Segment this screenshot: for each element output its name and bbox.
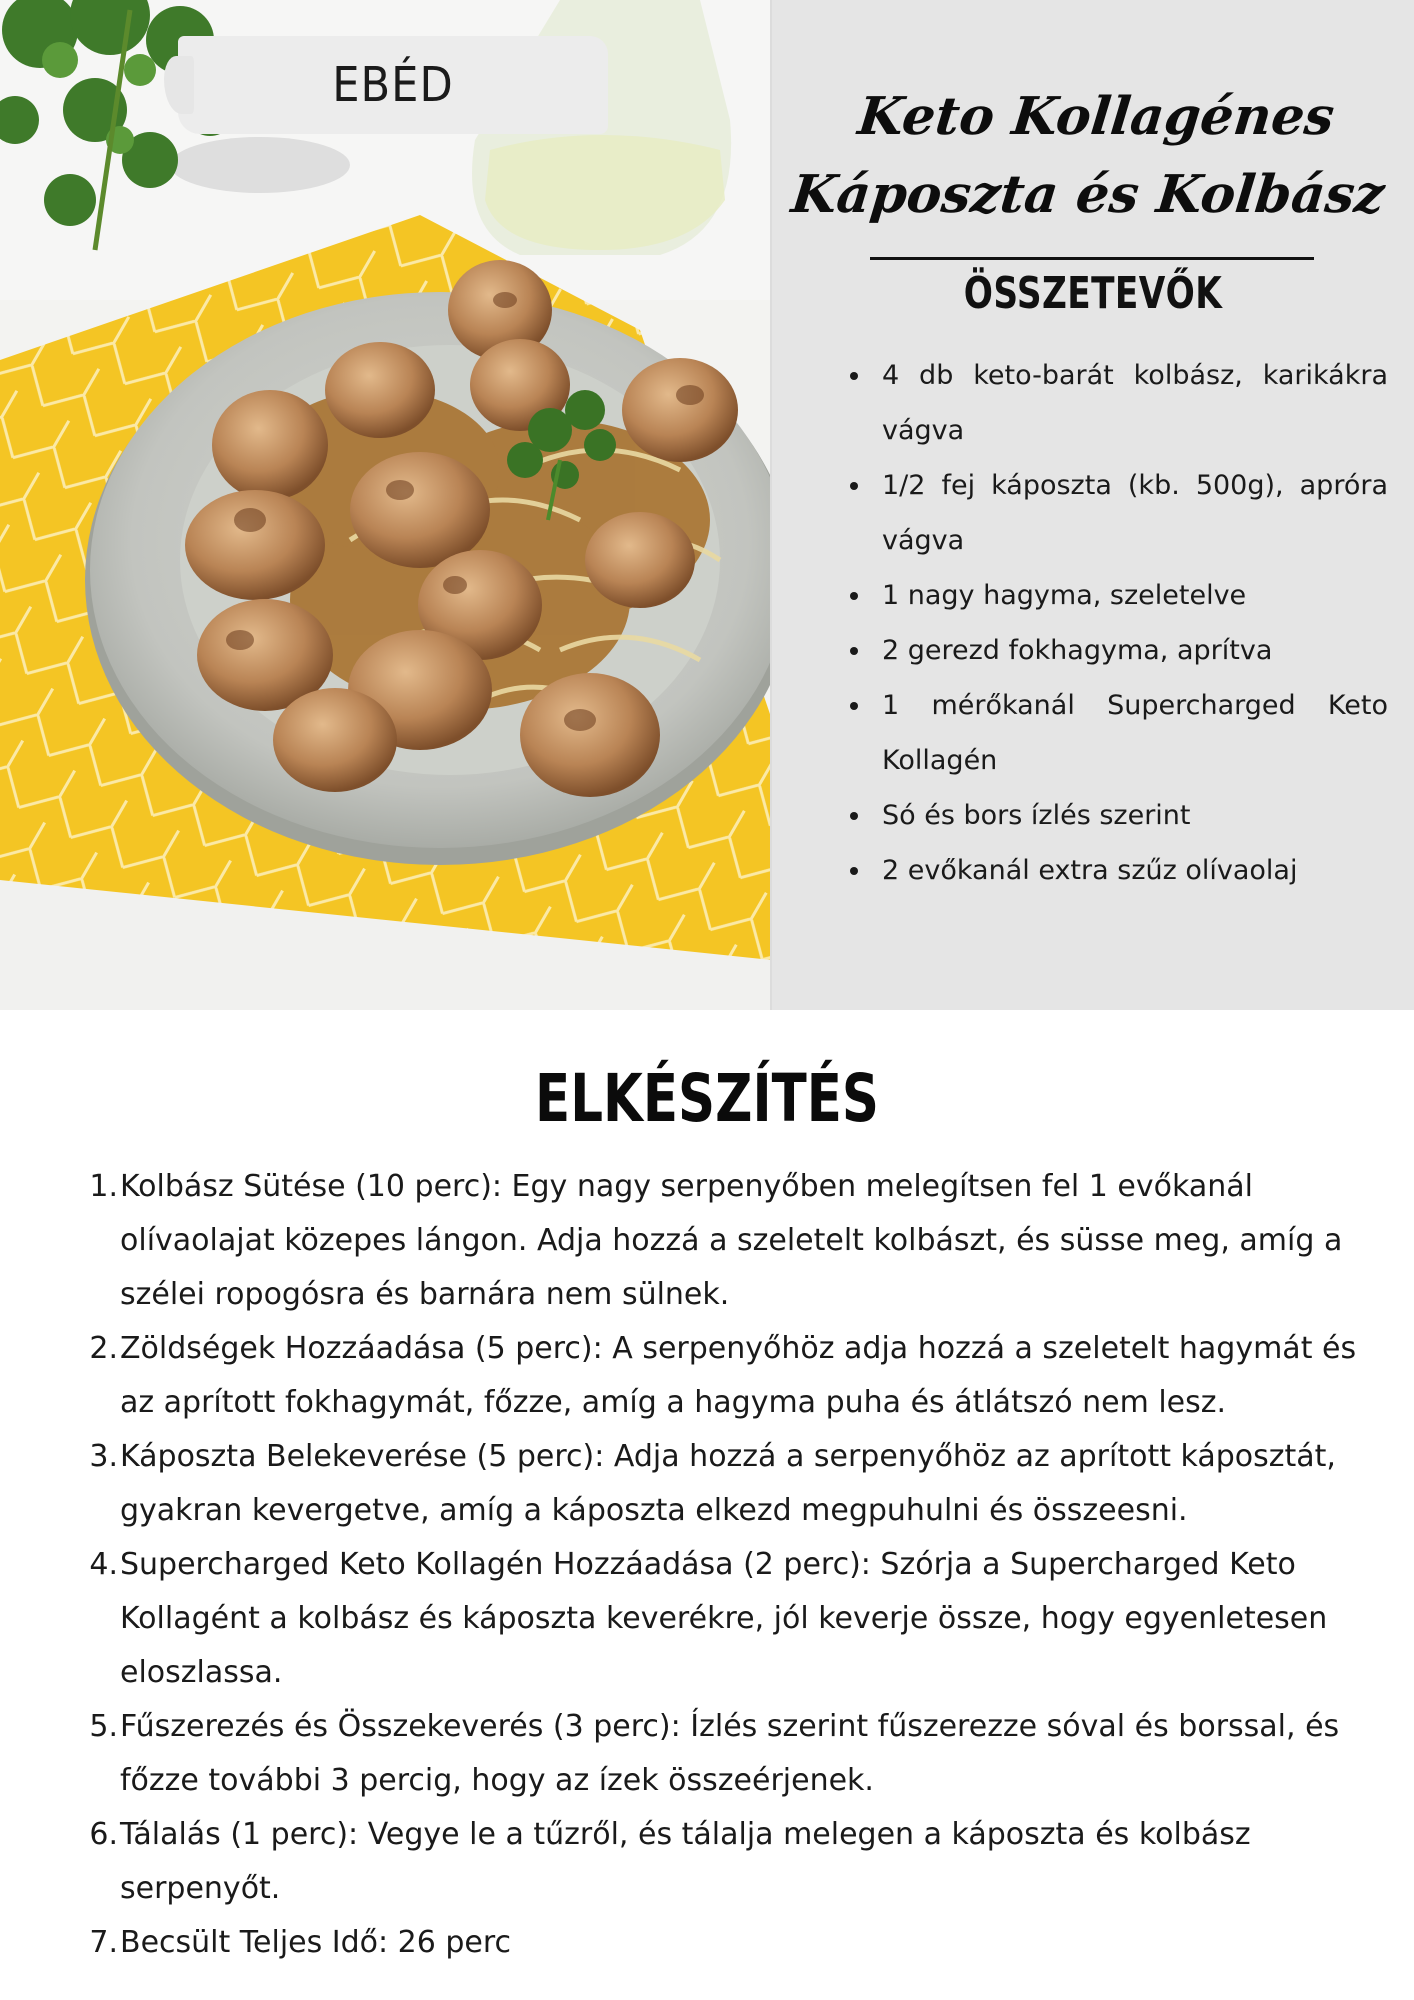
ingredients-heading: ÖSSZETEVŐK (963, 268, 1223, 319)
ingredient-item: 1/2 fej káposzta (kb. 500g), apróra vágva (842, 458, 1388, 568)
step-text: Fűszerezés és Összekeverés (3 perc): Ízlés szerint fűszerezze sóval és borssal, és főzze további 3 percig, hogy az ízek összeérjenek. (120, 1709, 1340, 1798)
step-item (84, 1538, 1364, 1700)
title-divider (870, 257, 1314, 260)
step-number: 1. (89, 1169, 118, 1204)
step-number: 2. (89, 1331, 118, 1366)
step-number: 4. (89, 1547, 118, 1582)
category-label: EBÉD (332, 57, 454, 113)
step-number: 6. (89, 1817, 118, 1852)
step-text: Becsült Teljes Idő: 26 perc (120, 1925, 512, 1960)
ingredient-item: 1 mérőkanál Supercharged Keto Kollagén (842, 678, 1388, 788)
step-item (84, 1160, 1364, 1322)
step-text: Káposzta Belekeverése (5 perc): Adja hozzá a serpenyőhöz az aprított káposztát, gyakran kevergetve, amíg a káposzta elkezd megpuhulni és összeesni. (120, 1439, 1336, 1528)
ingredient-item: 1 nagy hagyma, szeletelve (842, 568, 1388, 623)
steps-list (84, 1160, 1364, 1970)
step-item (84, 1430, 1364, 1538)
step-text: Supercharged Keto Kollagén Hozzáadása (2 perc): Szórja a Supercharged Keto Kollagént a kolbász és káposzta keverékre, jól keverje össze, hogy egyenletesen eloszlassa. (120, 1547, 1328, 1690)
step-text: Kolbász Sütése (10 perc): Egy nagy serpenyőben melegítsen fel 1 evőkanál olívaolajat közepes lángon. Adja hozzá a szeletelt kolbászt, és süsse meg, amíg a szélei ropogósra és barnára nem sülnek. (120, 1169, 1343, 1312)
step-item (84, 1700, 1364, 1808)
step-text: Zöldségek Hozzáadása (5 perc): A serpenyőhöz adja hozzá a szeletelt hagymát és az aprított fokhagymát, főzze, amíg a hagyma puha és átlátszó nem lesz. (120, 1331, 1357, 1420)
food-photo (0, 0, 772, 1010)
recipe-title: Keto Kollagénes Káposzta és Kolbász (788, 86, 1388, 225)
ingredient-item: 2 gerezd fokhagyma, aprítva (842, 623, 1388, 678)
step-text: Tálalás (1 perc): Vegye le a tűzről, és tálalja melegen a káposzta és kolbász serpenyőt. (120, 1817, 1251, 1906)
step-item (84, 1808, 1364, 1916)
step-number: 7. (89, 1925, 118, 1960)
ingredient-item: 4 db keto-barát kolbász, karikákra vágva (842, 348, 1388, 458)
ingredient-item: 2 evőkanál extra szűz olívaolaj (842, 843, 1388, 898)
category-banner (178, 36, 608, 134)
method-heading: ELKÉSZÍTÉS (535, 1060, 879, 1137)
step-number: 3. (89, 1439, 118, 1474)
step-number: 5. (89, 1709, 118, 1744)
ingredients-panel (772, 0, 1414, 1010)
step-item (84, 1916, 1364, 1970)
ingredients-list (842, 348, 1388, 898)
step-item (84, 1322, 1364, 1430)
ingredient-item: Só és bors ízlés szerint (842, 788, 1388, 843)
